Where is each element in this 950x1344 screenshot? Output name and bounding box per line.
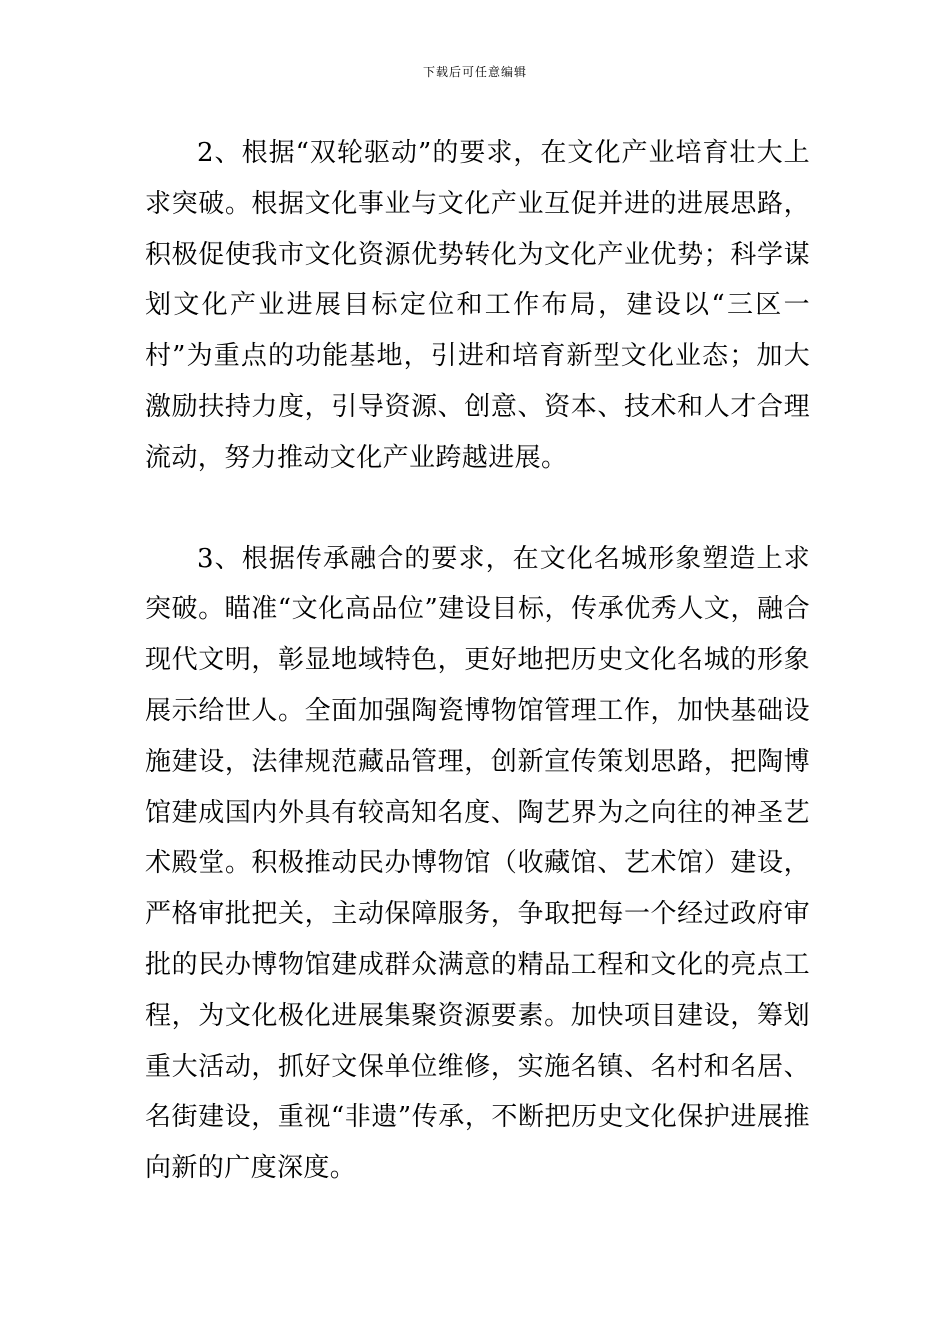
document-body [145,128,810,1194]
paragraph-2: 2、根据“双轮驱动”的要求，在文化产业培育壮大上求突破。根据文化事业与文化产业互促并进的进展思路，积极促使我市文化资源优势转化为文化产业优势；科学谋划文化产业进展目标定位和工作布局，建设以“三区一村”为重点的功能基地，引进和培育新型文化业态；加大激励扶持力度，引导资源、创意、资本、技术和人才合理流动，努力推动文化产业跨越进展。 [145,138,810,473]
page-header-note: 下载后可任意编辑 [422,65,527,79]
paragraph-3: 3、根据传承融合的要求，在文化名城形象塑造上求突破。瞄准“文化高品位”建设目标，传承优秀人文，融合现代文明，彰显地域特色，更好地把历史文化名城的形象展示给世人。全面加强陶瓷博物馆管理工作，加快基础设施建设，法律规范藏品管理，创新宣传策划思路，把陶博馆建成国内外具有较高知名度、陶艺界为之向往的神圣艺术殿堂。积极推动民办博物馆（收藏馆、艺术馆）建设，严格审批把关，主动保障服务，争取把每一个经过政府审批的民办博物馆建成群众满意的精品工程和文化的亮点工程，为文化极化进展集聚资源要素。加快项目建设，筹划重大活动，抓好文保单位维修，实施名镇、名村和名居、名街建设，重视“非遗”传承，不断把历史文化保护进展推向新的广度深度。 [145,543,810,1184]
